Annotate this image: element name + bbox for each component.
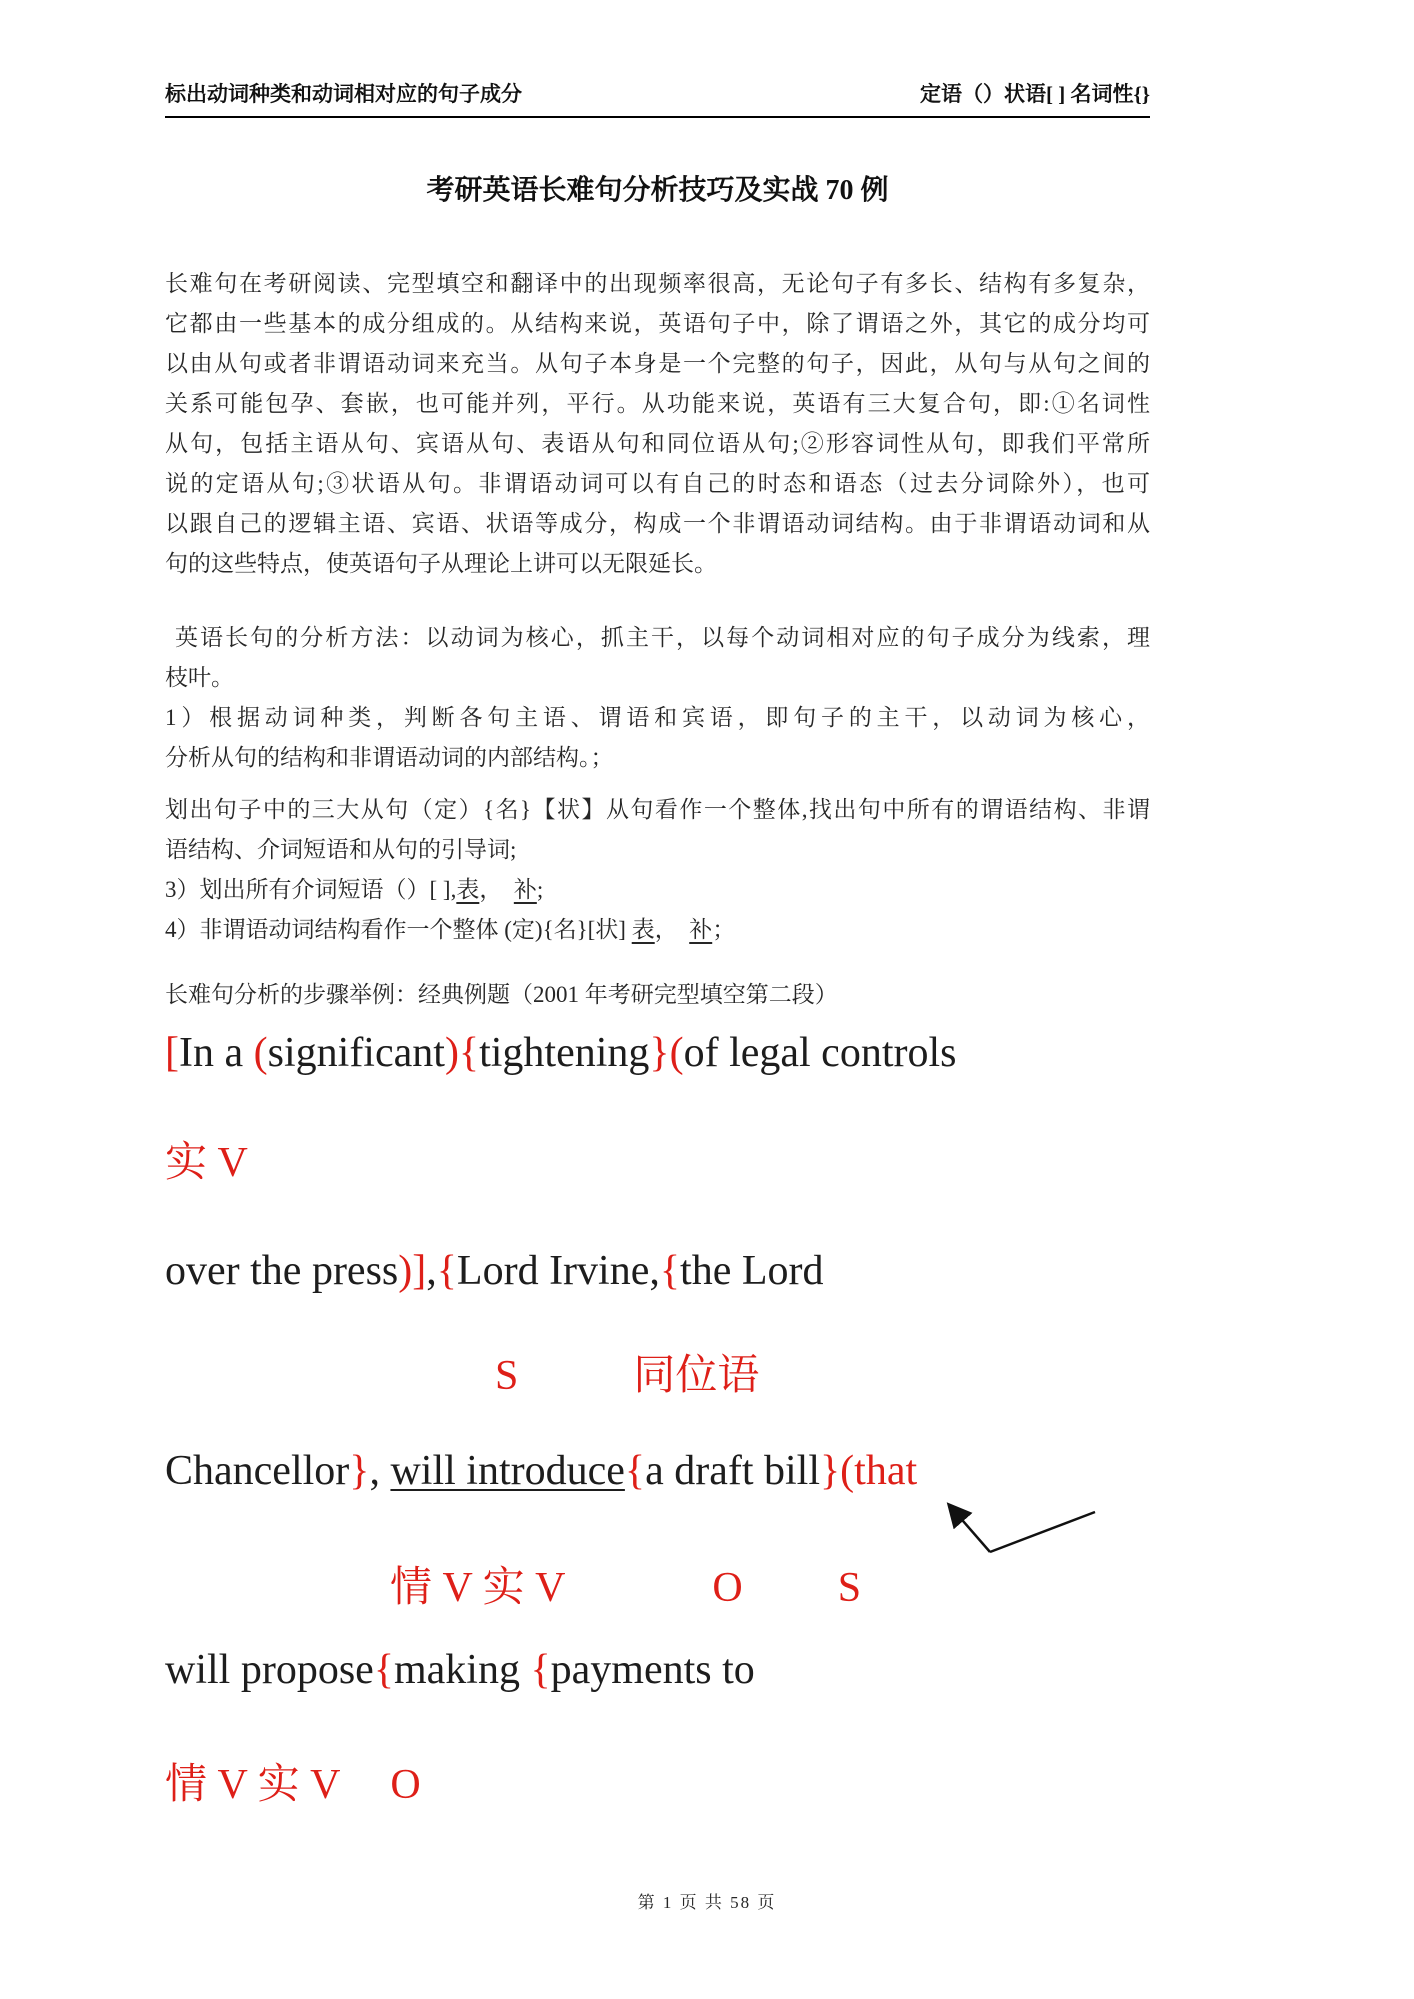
steps-line-3-text: 3）划出所有介词短语（）[ ],	[165, 877, 457, 902]
steps-line-2b: 语结构、介词短语和从句的引导词;	[165, 837, 517, 862]
sentence-text: In a	[179, 1030, 254, 1076]
brace-close: }	[349, 1448, 370, 1494]
object-label-2: O	[390, 1762, 421, 1808]
sentence-text: over the press	[165, 1248, 399, 1294]
apposition-label: 同位语	[633, 1353, 760, 1399]
modal-verb-label: 情 V 实 V	[390, 1565, 566, 1611]
sentence-text: payments to	[550, 1647, 755, 1693]
complement-underlined: 补	[513, 877, 537, 902]
intro-line-7: 以跟自己的逻辑主语、宾语、状语等成分，构成一个非谓语动词结构。由于非谓语动词和从	[165, 511, 1150, 536]
brace-close-paren-that: }(that	[820, 1448, 918, 1494]
object-label: O	[712, 1565, 743, 1611]
method-line-1: 英语长句的分析方法：以动词为核心，抓主干，以每个动词相对应的句子成分为线索，理	[175, 625, 1150, 650]
intro-line-5: 从句，包括主语从句、宾语从句、表语从句和同位语从句;②形容词性从句，即我们平常所	[165, 431, 1150, 456]
header-left-text: 标出动词种类和动词相对应的句子成分	[165, 82, 522, 106]
paren-bracket-close: )]	[398, 1248, 427, 1294]
subject-label: S	[495, 1353, 519, 1399]
brace-open-5: {	[530, 1647, 551, 1693]
intro-line-2: 它都由一些基本的成分组成的。从结构来说，英语句子中，除了谓语之外，其它的成分均可	[165, 311, 1150, 336]
header-right-legend: 定语（）状语[ ] 名词性{}	[919, 82, 1150, 106]
complement-underlined-2: 补	[689, 917, 713, 942]
intro-line-8: 句的这些特点，使英语句子从理论上讲可以无限延长。	[165, 551, 717, 576]
sentence-line-4	[165, 1642, 1150, 1698]
steps-line-4-text: 4）非谓语动词结构看作一个整体 (定){名}[状]	[165, 917, 632, 942]
subject-label-2: S	[837, 1565, 862, 1611]
steps-paragraph	[165, 790, 1150, 950]
steps-line-2a: 划出句子中的三大从句（定）{名}【状】从句看作一个整体,找出句中所有的谓语结构、非谓	[165, 797, 1150, 822]
sentence-text: making	[393, 1647, 531, 1693]
annotation-verb-object-subject	[165, 1560, 1150, 1616]
intro-paragraph	[165, 264, 1150, 584]
steps-line-3-end: ;	[536, 877, 544, 902]
sentence-text: ,	[369, 1448, 391, 1494]
example-caption: 长难句分析的步骤举例：经典例题（2001 年考研完型填空第二段）	[165, 982, 838, 1007]
paren-close-brace-open: ){	[444, 1030, 480, 1076]
page-number: 第 1 页 共 58 页	[637, 1893, 777, 1912]
bracket-open: [	[165, 1030, 179, 1076]
method-paragraph	[165, 618, 1150, 778]
annotation-subject-apposition	[165, 1348, 1150, 1404]
method-line-3: 1）根据动词种类，判断各句主语、谓语和宾语，即句子的主干，以动词为核心，	[165, 705, 1150, 730]
predicative-underlined-2: 表	[631, 917, 655, 942]
intro-line-4: 关系可能包孕、套嵌，也可能并列，平行。从功能来说，英语有三大复合句，即:①名词性	[165, 391, 1150, 416]
predicative-underlined: 表	[456, 877, 480, 902]
sentence-text: the Lord	[680, 1248, 824, 1294]
sentence-text: a draft bill	[645, 1448, 820, 1494]
method-line-4: 分析从句的结构和非谓语动词的内部结构。；	[165, 745, 614, 770]
annotation-shi-v: 实 V	[165, 1140, 248, 1186]
annotation-verb-object	[165, 1757, 1150, 1813]
sentence-line-1	[165, 1025, 1150, 1081]
page-title: 考研英语长难句分析技巧及实战 70 例	[426, 175, 889, 206]
intro-line-6: 说的定语从句;③状语从句。非谓语动词可以有自己的时态和语态（过去分词除外），也可	[165, 471, 1150, 496]
intro-line-1: 长难句在考研阅读、完型填空和翻译中的出现频率很高，无论句子有多长、结构有多复杂，	[165, 271, 1150, 296]
steps-line-4-end: ；	[712, 917, 736, 942]
sentence-text: of legal controls	[683, 1030, 957, 1076]
sentence-line-3	[165, 1443, 1150, 1499]
sentence-text: Lord Irvine,	[456, 1248, 660, 1294]
brace-open: {	[436, 1248, 457, 1294]
sentence-text: Chancellor	[165, 1448, 350, 1494]
sentence-text: tightening	[479, 1030, 650, 1076]
sentence-line-2	[165, 1243, 1150, 1299]
brace-close-paren-open: }(	[649, 1030, 684, 1076]
page-header	[165, 78, 1150, 118]
brace-open-4: {	[373, 1647, 394, 1693]
reference-arrow-icon	[935, 1495, 1105, 1560]
steps-line-3-gap: ，	[479, 877, 514, 902]
predicate-verb-underlined: will introduce	[390, 1448, 625, 1494]
steps-line-4-gap: ，	[654, 917, 690, 942]
brace-open-2: {	[659, 1248, 681, 1294]
intro-line-3: 以由从句或者非谓语动词来充当。从句子本身是一个完整的句子，因此，从句与从句之间的	[165, 351, 1150, 376]
sentence-text: ,	[426, 1248, 437, 1294]
modal-verb-label-2: 情 V 实 V	[165, 1762, 341, 1808]
brace-open-3: {	[624, 1448, 646, 1494]
steps-line-3	[165, 870, 1150, 910]
sentence-text: will propose	[165, 1647, 374, 1693]
steps-line-4	[165, 910, 1150, 950]
paren-open: (	[253, 1030, 268, 1076]
sentence-text: significant	[267, 1030, 445, 1076]
method-line-2: 枝叶。	[165, 665, 234, 690]
